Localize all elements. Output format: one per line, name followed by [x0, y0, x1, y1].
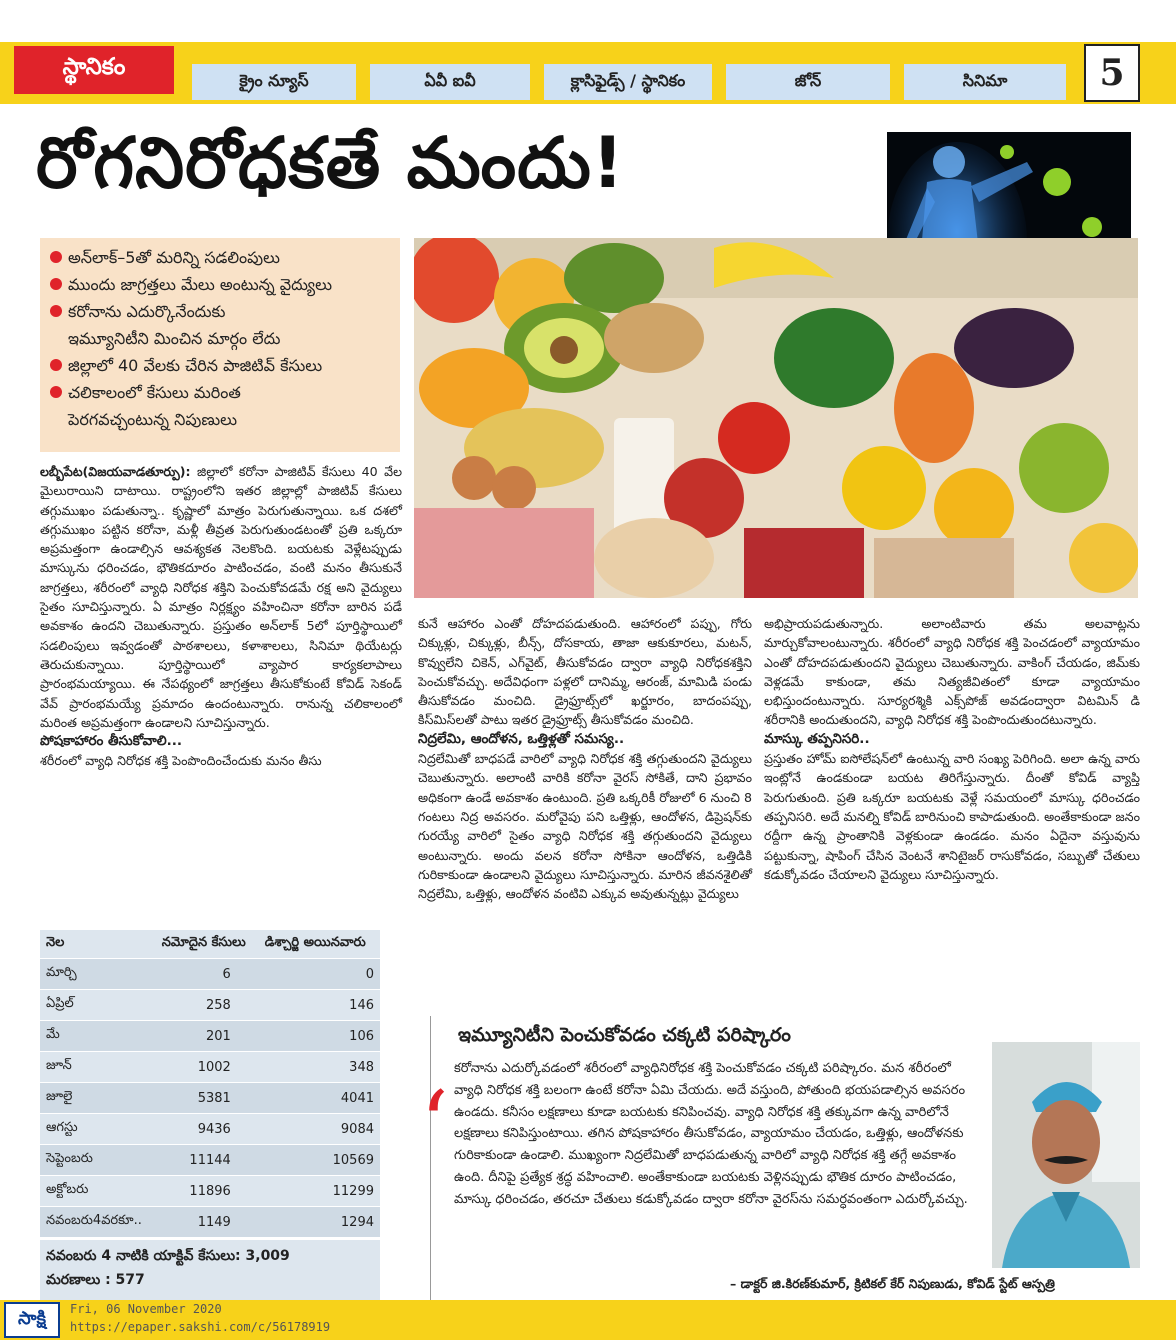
table-cell: 11896 — [156, 1176, 259, 1207]
tab-zone[interactable]: జోన్ — [726, 64, 890, 100]
table-cell: ఏప్రిల్‌ — [40, 990, 156, 1021]
deaths: మరణాలు : 577 — [46, 1272, 145, 1288]
table-cell: 11299 — [259, 1176, 380, 1207]
highlight-item: జిల్లాలో 40 వేలకు చేరిన పాజిటివ్‌ కేసులు — [48, 352, 392, 379]
table-cell: మే — [40, 1021, 156, 1052]
article-paragraph: నిద్రలేమితో బాధపడే వారిలో వ్యాధి నిరోధక శక్తి తగ్గుతుందని వైద్యులు చెబుతున్నారు. అలాంటి వారికి కరోనా వైరస్‌ సోకితే, దాని ప్రభావం అధికంగా ఉండే అవకాశం ఉంటుంది. ప్రతి ఒక్కరికీ రోజులో 6 నుంచి 8 గంటలు నిద్ర అవసరం. మరోవైపు పని ఒత్తిళ్లు, ఆందోళన, డిప్రెషన్‌కు గురయ్యే వారిలో సైతం వ్యాధి నిరోధక శక్తి తగ్గుతుందని వైద్యులు అంటున్నారు. అందు వలన కరోనా సోకినా ఆందోళన, ఒత్తిడికి గురికాకుండా ఉండాలని వైద్యులు సూచిస్తున్నారు. మారిన జీవనశైలితో నిద్రలేమి, ఒత్తిళ్లు, ఆందోళన వంటివి ఎక్కువ అవుతున్నట్లు వైద్యులు — [418, 751, 752, 902]
table-row — [40, 1176, 380, 1207]
table-row — [40, 1052, 380, 1083]
table-cell: 348 — [259, 1052, 380, 1083]
stats-summary — [40, 1240, 380, 1302]
quote-byline: – డాక్టర్‌ జి.కిరణ్‌కుమార్‌, క్రిటికల్‌ కేర్‌ నిపుణుడు, కోవిడ్‌ స్టేట్‌ ఆస్పత్రి — [730, 1276, 1055, 1291]
footer-url[interactable]: https://epaper.sakshi.com/c/56178919 — [70, 1320, 331, 1334]
header-cases: నమోదైన కేసులు — [161, 935, 246, 950]
article-paragraph: అభిప్రాయపడుతున్నారు. అలాంటివారు తమ అలవాట్లను మార్చుకోవాలంటున్నారు. శరీరంలో వ్యాధి నిరోధక శక్తి పెంచడంలో వ్యాయామం ఎంతో దోహదపడుతుందని వైద్యులు చెబుతున్నారు. వాకింగ్‌ చేయడం, జిమ్‌కు వెళ్లడమే కాకుండా, తమ నిత్యజీవితంలో కూడా వ్యాయామం లభిస్తుందంటున్నారు. సూర్యరశ్మికి ఎక్స్‌పోజ్‌ అవడంద్వారా విటమిన్‌ డి శరీరానికి అందుతుందని, వ్యాధి నిరోధక శక్తి పెంపొందుతుందటున్నారు. — [764, 616, 1140, 728]
doctor-photo — [990, 1040, 1142, 1270]
table-cell: 1002 — [156, 1052, 259, 1083]
table-row — [40, 1207, 380, 1238]
sakshi-logo[interactable]: సాక్షి — [4, 1302, 60, 1338]
table-cell: 9084 — [259, 1114, 380, 1145]
table-cell: 1149 — [156, 1207, 259, 1238]
subhead-sleep: నిద్రలేమి, ఆందోళన, ఒత్తిళ్లతో సమస్య.. — [418, 730, 625, 747]
highlights-box — [40, 238, 400, 452]
quote-mark-icon: ‘ — [420, 1072, 449, 1177]
article-paragraph: శరీరంలో వ్యాధి నిరోధక శక్తి పెంపొందించేందుకు మనం తీసు — [40, 753, 322, 769]
table-cell: సెప్టెంబరు — [40, 1145, 156, 1176]
highlight-item: కరోనాను ఎదుర్కొనేందుకు — [48, 298, 392, 325]
quote-title: ఇమ్యూనిటీని పెంచుకోవడం చక్కటి పరిష్కారం — [458, 1024, 791, 1046]
tab-crime-news[interactable]: క్రైం న్యూస్ — [192, 64, 356, 100]
food-vegetables-image — [414, 238, 1138, 598]
bullet-icon — [50, 386, 62, 398]
tab-classifieds[interactable]: క్లాసిఫైడ్స్ / స్థానికం — [544, 64, 712, 100]
article-column-2 — [418, 614, 752, 903]
subhead-mask: మాస్కు తప్పనిసరి.. — [764, 730, 870, 747]
table-header-row — [40, 930, 380, 959]
bullet-icon — [50, 278, 62, 290]
table-row — [40, 1083, 380, 1114]
table-cell: జూలై — [40, 1083, 156, 1114]
table-row — [40, 1021, 380, 1052]
table-cell: 9436 — [156, 1114, 259, 1145]
article-column-1 — [40, 462, 402, 771]
table-cell: 201 — [156, 1021, 259, 1052]
table-cell: 4041 — [259, 1083, 380, 1114]
table-cell: 5381 — [156, 1083, 259, 1114]
bullet-icon — [50, 305, 62, 317]
table-cell: 0 — [259, 959, 380, 990]
table-cell: నవంబరు4వరకూ.. — [40, 1207, 156, 1238]
table-row — [40, 1114, 380, 1145]
subhead-nutrition: పోషకాహారం తీసుకోవాలి... — [40, 733, 183, 750]
table-cell: 11144 — [156, 1145, 259, 1176]
dateline: లబ్బీపేట(విజయవాడతూర్పు): — [40, 464, 191, 479]
quote-text: కరోనాను ఎదుర్కోవడంలో శరీరంలో వ్యాధినిరోధక శక్తి పెంచుకోవడం చక్కటి పరిష్కారం. మన శరీరంలో వ్యాధి నిరోధక శక్తి బలంగా ఉంటే కరోనా ఏమి చేయదు. అదే వస్తుంది, పోతుంది భయపడాల్సిన అవసరం ఉండదు. కనీసం లక్షణాలు కూడా బయటకు కనిపించవు. వ్యాధి నిరోధక శక్తి తక్కువగా ఉన్న వారిలోనే లక్షణాలు కనిపిస్తుంటాయి. తగిన పోషకాహారం తీసుకోవడం, వ్యాయామం చేయడం, ఒత్తిళ్లు, ఆందోళనకు గురికాకుండా ఉండాలి. ముఖ్యంగా నిద్రలేమితో బాధపడుతున్న వారిలో వ్యాధి నిరోధక శక్తి తగ్గే అవకాశం ఉంది. దీనిపై ప్రత్యేక శ్రద్ధ వహించాలి. అంతేకాకుండా బయటకు వెళ్లినప్పుడు భౌతిక దూరం పాటించడం, మాస్కు ధరించడం, తరచూ చేతులు కడుక్కోవడం ద్వారా కరోనా వైరస్‌ను సమర్ధవంతంగా ఎదుర్కోవచ్చు. — [454, 1061, 968, 1207]
highlight-item: ముందు జాగ్రత్తలు మేలు అంటున్న వైద్యులు — [48, 271, 392, 298]
highlight-item: చలికాలంలో కేసులు మరింత — [48, 379, 392, 406]
table-cell: 1294 — [259, 1207, 380, 1238]
table-cell: మార్చి — [40, 959, 156, 990]
article-paragraph: ప్రస్తుతం హోమ్‌ ఐసోలేషన్‌లో ఉంటున్న వారి సంఖ్య పెరిగింది. అలా ఉన్న వారు ఇంట్లోనే ఉండకుండా బయట తిరిగేస్తున్నారు. దీంతో కోవిడ్‌ వ్యాప్తి పెరుగుతుంది. ప్రతి ఒక్కరూ బయటకు వెళ్లే సమయంలో మాస్కు ధరించడం తప్పనిసరి. అదే మనల్ని కోవిడ్‌ బారినుంచి కాపాడుతుంది. అంతేకాకుండా జనం రద్దీగా ఉన్న ప్రాంతానికి వెళ్లకుండా ఉండడం. మనం ఏదైనా వస్తువును పట్టుకున్నా, షాపింగ్‌ చేసిన వెంటనే శానిటైజర్‌ రాసుకోవడం, సబ్బుతో చేతులు కడుక్కోవడం చేయాలని వైద్యులు సూచిస్తున్నారు. — [764, 751, 1140, 882]
table-cell: 10569 — [259, 1145, 380, 1176]
active-cases: నవంబరు 4 నాటికి యాక్టివ్‌ కేసులు: 3,009 — [46, 1248, 290, 1264]
article-paragraph: జిల్లాలో కరోనా పాజిటివ్‌ కేసులు 40 వేల మైలురాయిని దాటాయి. రాష్ట్రంలోని ఇతర జిల్లాల్లో పాజిటివ్‌ కేసులు తగ్గుముఖం పడుతున్నా.. కృష్ణాలో మాత్రం పెరుగుతున్నాయి. ఒక దశలో తగ్గుముఖం పట్టిన కరోనా, మళ్లీ తీవ్రత పెరుగుతుండటంతో ప్రతి ఒక్కరూ అప్రమత్తంగా ఉండాల్సిన ఆవశ్యకత నెలకొంది. బయటకు వెళ్లేటప్పుడు మాస్కును ధరించడం, భౌతికదూరం పాటించడం, వంటి మనం తీసుకునే జాగ్రత్తలు, శరీరంలో వ్యాధి నిరోధక శక్తిని పెంచుకోవడమే రక్ష అని వైద్యులు సైతం సూచిస్తున్నారు. ఏ మాత్రం నిర్లక్ష్యం వహించినా కరోనా బారిన పడే అవకాశం ఉందని చెబుతున్నారు. ప్రస్తుతం అన్‌లాక్‌ 5లో పూర్తిస్థాయిలో సడలింపులు ఇవ్వడంతో పాఠశాలలు, కళాశాలలు, సినిమా థియేటర్లు తెరుచుకున్నాయి. పూర్తిస్థాయిలో వ్యాపార కార్యకలాపాలు ప్రారంభమయ్యాయి. ఈ నేపథ్యంలో జాగ్రత్తలు తీసుకోకుంటే కోవిడ్‌ సెకండ్‌ వేవ్‌ ప్రారంభమయ్యే ప్రమాదం ఉందంటున్నారు. రానున్న చలికాలంలో మరింత అప్రమత్తంగా ఉండాలని సూచిస్తున్నారు. — [40, 464, 402, 730]
table-cell: అక్టోబరు — [40, 1176, 156, 1207]
page-number: 5 — [1084, 44, 1140, 102]
bullet-icon — [50, 251, 62, 263]
table-cell: 146 — [259, 990, 380, 1021]
article-column-3 — [764, 614, 1140, 884]
covid-stats-table — [40, 930, 380, 1237]
footer-date: Fri, 06 November 2020 — [70, 1302, 222, 1316]
headline: రోగనిరోధకతే మందు! — [36, 122, 625, 204]
article-paragraph: కునే ఆహారం ఎంతో దోహదపడుతుంది. ఆహారంలో పప్పు, గోరు చిక్కుళ్లు, చిక్కుళ్లు, బీన్స్‌, దోసకాయ, తాజా ఆకుకూరలు, మటన్‌, కొవ్వులేని చికెన్‌, ఎగ్‌వైట్‌, తీసుకోవడం ద్వారా వ్యాధి నిరోధకశక్తిని పెంచుకోవచ్చు. అదేవిధంగా పళ్లలో దానిమ్మ, ఆరంజ్‌, మామిడి పండు తీసుకోవడం మంచిది. డ్రైఫ్రూట్స్‌లో ఖర్జూరం, బాదంపప్పు, కిస్‌మిస్‌లతో పాటు ఇతర డ్రైఫ్రూట్స్‌ తీసుకోవడం మంచిది. — [418, 616, 752, 728]
tab-av-iv[interactable]: ఏవీ ఐవీ — [370, 64, 530, 100]
header-discharged: డిశ్చార్జి అయినవారు — [264, 935, 366, 950]
tab-cinema[interactable]: సినిమా — [904, 64, 1066, 100]
table-row — [40, 990, 380, 1021]
header-month: నెల — [46, 935, 65, 950]
table-cell: 258 — [156, 990, 259, 1021]
bullet-icon — [50, 359, 62, 371]
section-label: స్థానికం — [14, 46, 174, 94]
highlight-item-continuation: ఇమ్యూనిటీని మించిన మార్గం లేదు — [68, 329, 281, 348]
highlight-item-continuation: పెరగవచ్చంటున్న నిపుణులు — [68, 410, 237, 429]
table-cell: ఆగస్టు — [40, 1114, 156, 1145]
table-cell: 106 — [259, 1021, 380, 1052]
table-cell: జూన్‌ — [40, 1052, 156, 1083]
table-cell: 6 — [156, 959, 259, 990]
table-row — [40, 959, 380, 990]
highlight-item: అన్‌లాక్‌–5తో మరిన్ని సడలింపులు — [48, 244, 392, 271]
table-row — [40, 1145, 380, 1176]
